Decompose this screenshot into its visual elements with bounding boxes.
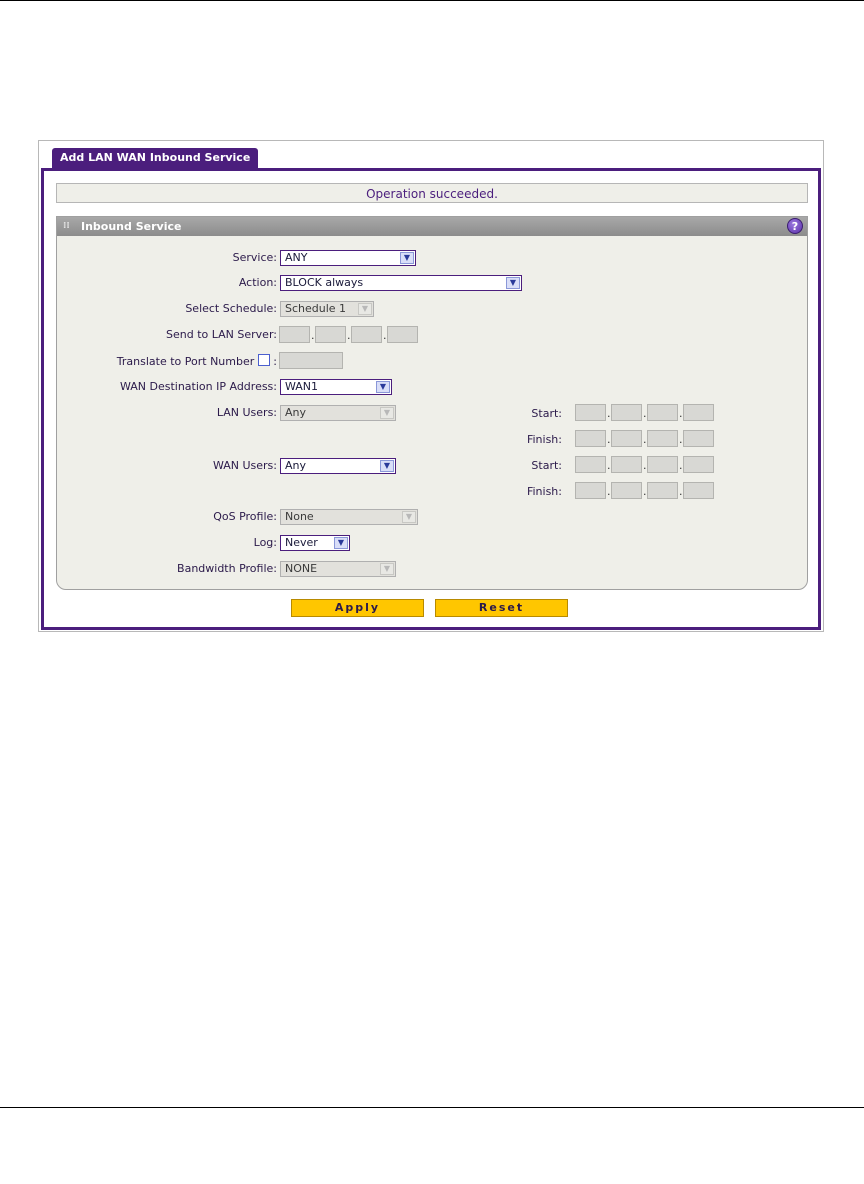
chevron-down-icon: ▼ [380, 563, 394, 575]
translate-port-checkbox[interactable] [258, 354, 270, 366]
status-message: Operation succeeded. [56, 183, 808, 203]
action-value: BLOCK always [285, 276, 364, 289]
service-label: Service: [232, 251, 277, 264]
lan-finish-octet-4[interactable] [683, 430, 714, 447]
bandwidth-value: NONE [285, 562, 318, 575]
reset-button[interactable]: Reset [435, 599, 568, 617]
chevron-down-icon[interactable]: ▼ [376, 381, 390, 393]
lan-users-finish-label: Finish: [526, 433, 562, 446]
chevron-down-icon: ▼ [380, 407, 394, 419]
ip-dot: . [347, 329, 351, 342]
lan-users-value: Any [285, 406, 307, 419]
ip-dot: . [679, 459, 683, 472]
lan-finish-octet-3[interactable] [647, 430, 678, 447]
inbound-service-section [56, 216, 808, 590]
translate-port-input[interactable] [279, 352, 343, 369]
ip-dot: . [607, 485, 611, 498]
window-frame [38, 140, 824, 632]
wan-finish-octet-1[interactable] [575, 482, 606, 499]
translate-port-label [57, 354, 277, 368]
wan-dest-value: WAN1 [285, 380, 319, 393]
lan-server-ip-octet-3[interactable] [351, 326, 382, 343]
lan-finish-octet-1[interactable] [575, 430, 606, 447]
ip-dot: . [643, 407, 647, 420]
schedule-value: Schedule 1 [285, 302, 347, 315]
grip-icon: ⁞⁞ [63, 221, 70, 231]
ip-dot: . [679, 433, 683, 446]
wan-users-select[interactable] [280, 458, 396, 474]
lan-server-ip-octet-4[interactable] [387, 326, 418, 343]
chevron-down-icon[interactable]: ▼ [400, 252, 414, 264]
section-header [57, 217, 807, 236]
ip-dot: . [311, 329, 315, 342]
chevron-down-icon[interactable]: ▼ [334, 537, 348, 549]
wan-start-octet-2[interactable] [611, 456, 642, 473]
schedule-label: Select Schedule: [185, 302, 277, 315]
bandwidth-select[interactable] [280, 561, 396, 577]
wan-users-label: WAN Users: [212, 459, 277, 472]
ip-dot: . [383, 329, 387, 342]
service-select[interactable] [280, 250, 416, 266]
chevron-down-icon[interactable]: ▼ [506, 277, 520, 289]
section-title: Inbound Service [81, 220, 182, 233]
wan-finish-octet-4[interactable] [683, 482, 714, 499]
wan-dest-select[interactable] [280, 379, 392, 395]
log-label: Log: [253, 536, 277, 549]
wan-finish-octet-3[interactable] [647, 482, 678, 499]
lan-server-ip-octet-2[interactable] [315, 326, 346, 343]
wan-users-start-label: Start: [531, 459, 562, 472]
ip-dot: . [679, 407, 683, 420]
translate-port-colon: : [273, 355, 277, 368]
chevron-down-icon: ▼ [358, 303, 372, 315]
ip-dot: . [643, 459, 647, 472]
log-select[interactable] [280, 535, 350, 551]
wan-start-octet-3[interactable] [647, 456, 678, 473]
chevron-down-icon: ▼ [402, 511, 416, 523]
top-rule [0, 0, 864, 1]
translate-port-text: Translate to Port Number [116, 355, 255, 368]
wan-dest-label: WAN Destination IP Address: [119, 380, 277, 393]
action-select[interactable] [280, 275, 522, 291]
content-panel [41, 168, 821, 630]
wan-start-octet-1[interactable] [575, 456, 606, 473]
lan-users-start-label: Start: [531, 407, 562, 420]
lan-finish-octet-2[interactable] [611, 430, 642, 447]
apply-button[interactable]: Apply [291, 599, 424, 617]
tab-add-lan-wan-inbound-service[interactable]: Add LAN WAN Inbound Service [52, 148, 258, 168]
wan-finish-octet-2[interactable] [611, 482, 642, 499]
log-value: Never [285, 536, 318, 549]
ip-dot: . [679, 485, 683, 498]
lan-start-octet-2[interactable] [611, 404, 642, 421]
help-icon[interactable]: ? [787, 218, 803, 234]
lan-users-select[interactable] [280, 405, 396, 421]
wan-users-value: Any [285, 459, 307, 472]
ip-dot: . [643, 433, 647, 446]
ip-dot: . [607, 433, 611, 446]
lan-server-ip-octet-1[interactable] [279, 326, 310, 343]
wan-start-octet-4[interactable] [683, 456, 714, 473]
lan-users-label: LAN Users: [216, 406, 277, 419]
bandwidth-label: Bandwidth Profile: [177, 562, 277, 575]
qos-select[interactable] [280, 509, 418, 525]
lan-start-octet-4[interactable] [683, 404, 714, 421]
bottom-rule [0, 1107, 864, 1108]
ip-dot: . [607, 407, 611, 420]
lan-start-octet-1[interactable] [575, 404, 606, 421]
ip-dot: . [607, 459, 611, 472]
schedule-select[interactable] [280, 301, 374, 317]
action-label: Action: [238, 276, 277, 289]
service-value: ANY [285, 251, 308, 264]
chevron-down-icon[interactable]: ▼ [380, 460, 394, 472]
qos-label: QoS Profile: [213, 510, 277, 523]
qos-value: None [285, 510, 314, 523]
lan-server-label: Send to LAN Server: [166, 328, 277, 341]
ip-dot: . [643, 485, 647, 498]
wan-users-finish-label: Finish: [526, 485, 562, 498]
lan-start-octet-3[interactable] [647, 404, 678, 421]
